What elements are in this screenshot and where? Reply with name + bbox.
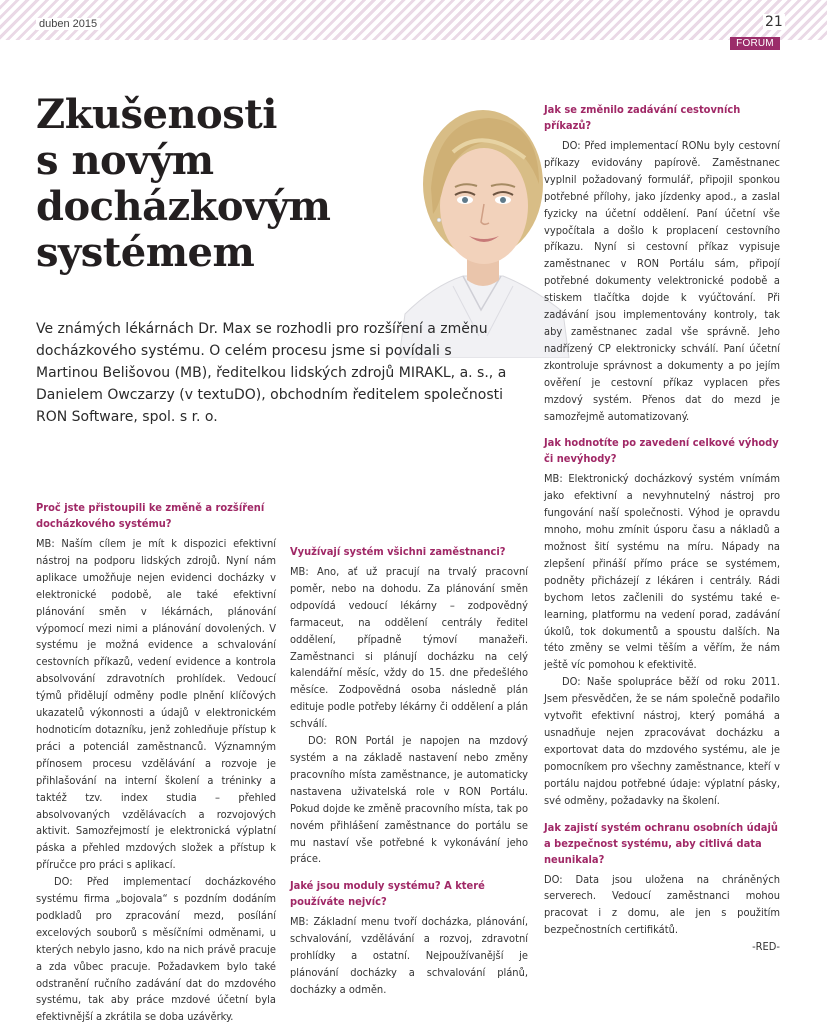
answer-paragraph: DO: RON Portál je napojen na mzdový systém a na základě nastavení nebo změny pracovního místa zaměstnance, je automaticky nastavena uživatelská role v RON Portálu. Pokud dojde ke změně pracovního místa, tak po novém přihlášení zaměstnance do portálu se mu nastaví vše potřebné k vykonávání jeho práce. <box>290 734 528 866</box>
answer-paragraph: MB: Naším cílem je mít k dispozici efektivní nástroj na podporu lidských zdrojů. Nyní nám aplikace umožňuje nejen evidenci docházky v elektronické podobě, ale také efektivní plánování směn v lékárnách, plánování výpomocí mezi nimi a plánování dovolených. V systému je možná evidence a schvalování cestovních příkazů, vedení evidence a kontrola absolvování zdravotních prohlídek. Vedoucí týmů přidělují odměny podle plnění klíčových ukazatelů výkonnosti a údajů v elektronickém hodnoticím dotazníku, jenž zohledňuje přístup k práci a potenciál zaměstnanců. Významným přínosem procesu vzdělávání a rozvoje je přihlašování na interní školení a tréninky a taktéž tzv. index studia – přehled absolvovaných vzdělávacích a rozvojových aktivit. Samozřejmostí je elektronická výplatní páska a přehled mzdových složek a přístup k příručce pro práci s aplikací. <box>36 537 276 872</box>
column-3 <box>544 102 780 956</box>
article-title <box>36 92 376 276</box>
answer-paragraph: MB: Ano, ať už pracují na trvalý pracovní poměr, nebo na dohodu. Za plánování směn odpovídá vedoucí lékárny – zodpovědný farmaceut, na oddělení centrály ředitel oddělení, případně týmoví manažeři. Zaměstnanci si plánují docházku na celý kalendářní měsíc, vždy do 15. dne předešlého měsíce. Zodpovědná osoba následně plán edituje podle potřeby lékárny či oddělení a plán schválí. <box>290 565 528 731</box>
question-heading: Jaké jsou moduly systému? A které používáte nejvíc? <box>290 879 485 909</box>
author-signature: -RED- <box>752 940 780 954</box>
section-tag: FORUM <box>730 37 780 50</box>
spacer <box>544 425 780 435</box>
answer-paragraph: DO: Data jsou uložena na chráněných serverech. Vedoucí zaměstnanci mohou pracovat i z domu, ale jen s použitím bezpečnostních certifikátů. <box>544 872 780 937</box>
title-line: systémem <box>36 229 255 276</box>
question-heading: Jak hodnotíte po zavedení celkové výhody či nevýhody? <box>544 436 779 466</box>
header-stripe-band <box>0 0 827 40</box>
title-line: s novým <box>36 137 214 184</box>
title-line: Zkušenosti <box>36 91 277 138</box>
question-heading: Proč jste přistoupili ke změně a rozšíření docházkového systému? <box>36 501 265 530</box>
column-2 <box>290 500 528 999</box>
answer-paragraph: MB: Elektronický docházkový systém vnímám jako efektivní a nevyhnutelný nástroj pro fungování naší společnosti. Výhod je opravdu mnoho, mohu zmínit úsporu času a nákladů a možnost šití systému na míru. Nápady na zlepšení přináší přímo práce se systémem, podněty přicházejí z lékáren i centrály. Rádi bychom letos začlenili do systému také e-learning, platformu na vedení porad, zadávání úkolů, tok dokumentů a spoustu dalších. Na této změny se velmi těším a věřím, že nám ještě víc pomohou k efektivitě. <box>544 472 780 672</box>
answer-paragraph: DO: Naše spolupráce běží od roku 2011. Jsem přesvědčen, že se nám společně podařilo vytvořit efektivní nástroj, který pomáhá a usnadňuje nejen zpracovávat docházku a exportovat data do mzdového systému, ale je pomocníkem pro všechny zaměstnance, kteří v portálu najdou potřebné údaje: výplatní pásky, své odměny, požadavky na školení. <box>544 675 780 807</box>
answer-paragraph: MB: Základní menu tvoří docházka, plánování, schvalování, vzdělávání a rozvoj, zdravotní prohlídky a ostatní. Nejpoužívanější je plánování docházky a schvalování plánů, docházky a odměn. <box>290 915 528 996</box>
spacer <box>290 868 528 878</box>
title-line: docházkovým <box>36 183 331 230</box>
spacer <box>544 810 780 820</box>
article-lead: Ve známých lékárnách Dr. Max se rozhodli pro rozšíření a změnu docházkového systému. O celém procesu jsme si povídali s Martinou Belišovou (MB), ředitelkou lidských zdrojů MIRAKL, a. s., a Danielem Owczarzy (v textuDO), obchodním ředitelem společnosti RON Software, spol. s r. o. <box>36 321 507 425</box>
column-1 <box>36 500 276 1026</box>
page-number: 21 <box>765 14 783 30</box>
question-heading: Využívají systém všichni zaměstnanci? <box>290 545 506 558</box>
question-heading: Jak zajistí systém ochranu osobních údajů a bezpečnost systému, aby citlivá data neunikala? <box>544 820 778 866</box>
answer-paragraph: DO: Před implementací RONu byly cestovní příkazy evidovány papírově. Zaměstnanec vyplnil požadovaný formulář, připojil sponkou potřebné přílohy, jako jízdenky apod., a zaslal fyzicky na účetní oddělení. Paní účetní vše vypočítala a došlo k proplacení cestovního příkazu. Nyní si cestovní příkaz vypisuje zaměstnanec v RON Portálu sám, připojí potřebné dokumenty velektronické podobě a stiskem tlačítka dojde k vyúčtování. Při zadávání jsou implementovány kontroly, tak aby zaměstnanec zadal vše správně. Jeho nadřízený CP elektronicky schválí. Paní účetní zkontroluje správnost a dokumenty a po jejím ověření je cestovní příkaz vyplacen přes mzdový systém. Přenos dat do mezd je samozřejmě automatizovaný. <box>544 139 780 423</box>
answer-paragraph: DO: Před implementací docházkového systému firma „bojovala“ s pozdním dodáním podkladů pro zpracování mezd, posílání excelových souborů s měsíčními odměnami, u kterých nebylo jasno, kdo na nich právě pracuje a zda vůbec pracuje. Požadavkem bylo také odstranění ručního zadávání dat do mzdového systému, tak aby práce mzdové účetní byla efektivnější a zkrátila se doba uzávěrky. <box>36 875 276 1024</box>
question-heading: Jak se změnilo zadávání cestovních příkazů? <box>544 103 741 132</box>
spacer <box>290 500 528 544</box>
issue-date: duben 2015 <box>36 18 100 30</box>
